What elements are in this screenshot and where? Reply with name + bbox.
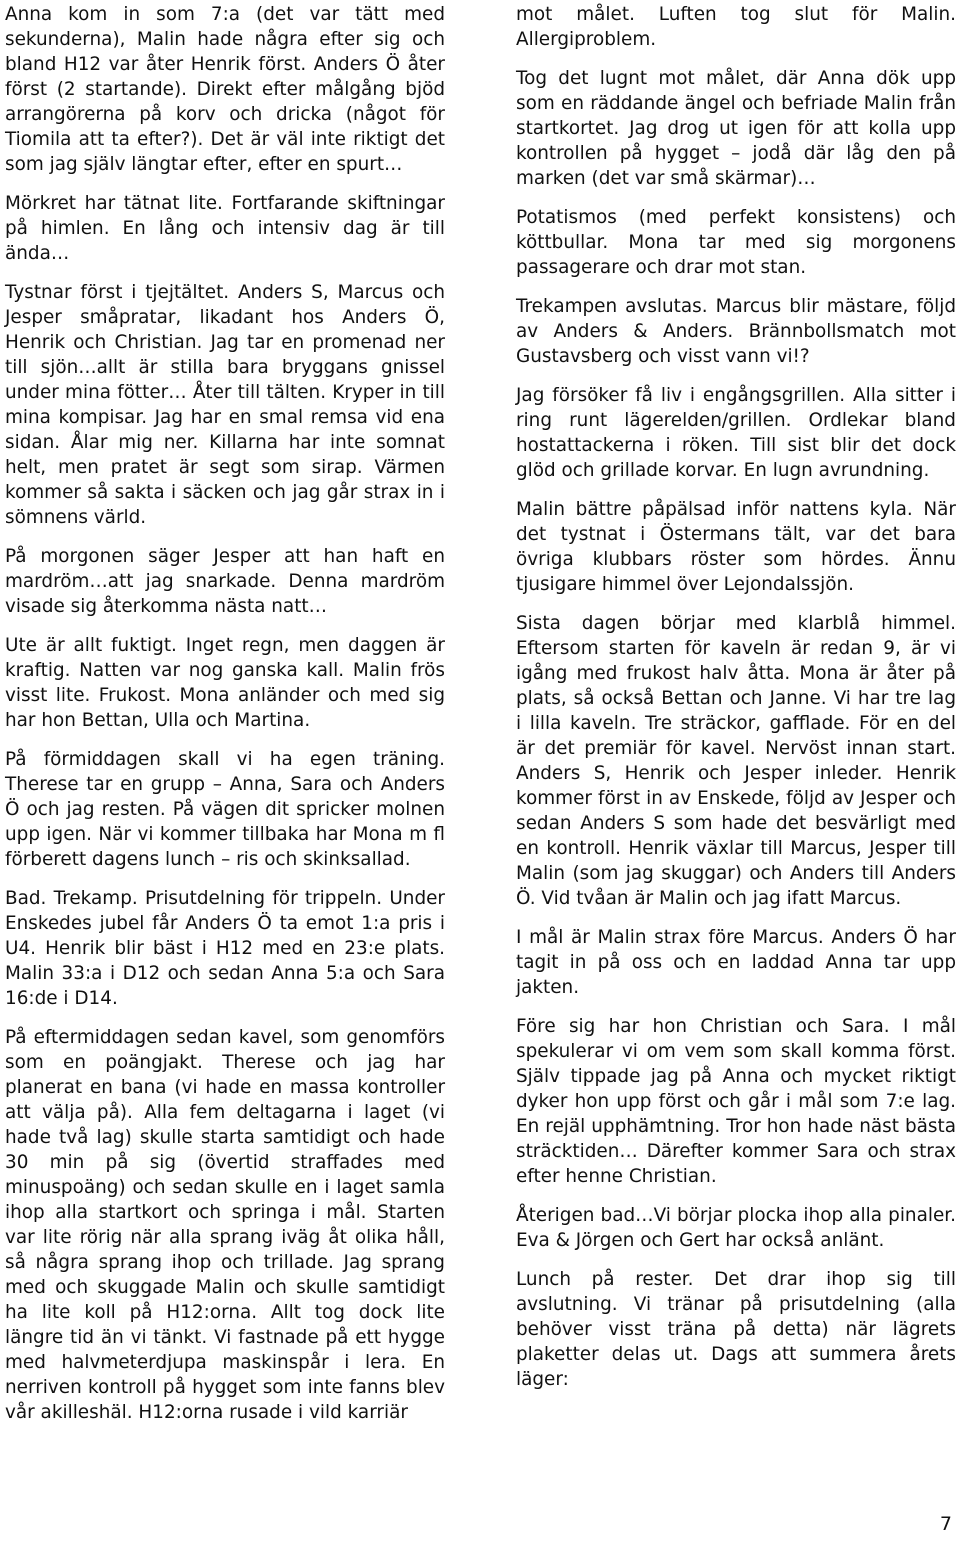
paragraph: Återigen bad…Vi börjar plocka ihop alla pinaler. Eva & Jörgen och Gert har också anlänt.: [516, 1205, 956, 1251]
paragraph: Tystnar först i tjejtältet. Anders S, Marcus och Jesper småpratar, likadant hos Anders Ö, Henrik och Christian. Jag tar en promenad ner till sjön…allt är stilla bara bryggans gnissel under mina fötter… Åter till tälten. Kryper in till mina kompisar. Jag har en smal remsa vid ena sidan. Ålar mig ner. Killarna har inte somnat helt, men pratet är segt som sirap. Värmen kommer så sakta i säcken och jag går strax in i sömnens värld.: [5, 282, 445, 528]
paragraph: Trekampen avslutas. Marcus blir mästare, följd av Anders & Anders. Brännbollsmatch mot Gustavsberg och visst vann vi!?: [516, 296, 956, 367]
paragraph: I mål är Malin strax före Marcus. Anders Ö har tagit in på oss och en laddad Anna tar upp jakten.: [516, 927, 956, 998]
paragraph: Jag försöker få liv i engångsgrillen. Alla sitter i ring runt lägerelden/grillen. Ordlekar bland hostattackerna i röken. Till sist blir det dock glöd och grillade korvar. En lugn avrundning.: [516, 385, 956, 481]
paragraph: Före sig har hon Christian och Sara. I mål spekulerar vi om vem som skall komma först. Själv tippade jag på Anna och mycket riktigt dyker hon upp först och går i mål som 7:e lag. En rejäl upphämtning. Tror hon hade näst bästa sträcktiden… Därefter kommer Sara och strax efter henne Christian.: [516, 1016, 956, 1187]
paragraph: Potatismos (med perfekt konsistens) och köttbullar. Mona tar med sig morgonens passagerare och drar mot stan.: [516, 207, 956, 278]
paragraph: På morgonen säger Jesper att han haft en mardröm…att jag snarkade. Denna mardröm visade sig återkomma nästa natt…: [5, 546, 445, 617]
paragraph: Anna kom in som 7:a (det var tätt med sekunderna), Malin hade några efter sig och bland H12 var åter Henrik först. Anders Ö åter först (2 startande). Direkt efter målgång bjöd arrangörerna på korv och dricka (något för Tiomila att ta efter?). Det är väl inte riktigt det som jag själv längtar efter, efter en spurt…: [5, 4, 445, 175]
paragraph: Lunch på rester. Det drar ihop sig till avslutning. Vi tränar på prisutdelning (alla behöver visst träna på detta) när lägrets plaketter delas ut. Dags att summera årets läger:: [516, 1269, 956, 1390]
paragraph: Tog det lugnt mot målet, där Anna dök upp som en räddande ängel och befriade Malin från startkortet. Jag drog ut igen för att kolla upp kontrollen på hygget – jodå där låg den på marken (det var små skärmar)…: [516, 68, 956, 189]
page-number: 7: [939, 1513, 952, 1535]
paragraph: På förmiddagen skall vi ha egen träning. Therese tar en grupp – Anna, Sara och Anders Ö och jag resten. På vägen dit spricker molnen upp igen. När vi kommer tillbaka har Mona m fl förberett dagens lunch – ris och skinksallad.: [5, 749, 445, 870]
paragraph: mot målet. Luften tog slut för Malin. Allergiproblem.: [516, 4, 956, 50]
paragraph: Bad. Trekamp. Prisutdelning för trippeln. Under Enskedes jubel får Anders Ö ta emot 1:a pris i U4. Henrik blir bäst i H12 med en 23:e plats. Malin 33:a i D12 och sedan Anna 5:a och Sara 16:de i D14.: [5, 888, 445, 1009]
paragraph: Ute är allt fuktigt. Inget regn, men daggen är kraftig. Natten var nog ganska kall. Malin frös visst lite. Frukost. Mona anländer och med sig har hon Bettan, Ulla och Martina.: [5, 635, 445, 731]
right-column: [516, 2, 956, 1406]
paragraph: Malin bättre påpälsad inför nattens kyla. När det tystnat i Östermans tält, var det bara övriga klubbars röster som hördes. Ännu tjusigare himmel över Lejondalssjön.: [516, 499, 956, 595]
left-column: [5, 2, 445, 1439]
paragraph: Sista dagen börjar med klarblå himmel. Eftersom starten för kaveln är redan 9, är vi igång med frukost halv åtta. Mona är åter på plats, så också Bettan och Janne. Vi har tre lag i lilla kaveln. Tre sträckor, gafflade. För en del är det premiär för kavel. Nervöst innan start. Anders S, Henrik och Jesper inleder. Henrik kommer först in av Enskede, följd av Jesper och sedan Anders S som hade det besvärligt med en kontroll. Henrik växlar till Marcus, Jesper till Malin (som jag skuggar) och Anders till Anders Ö. Vid tvåan är Malin och jag ifatt Marcus.: [516, 613, 956, 909]
paragraph: På eftermiddagen sedan kavel, som genomförs som en poängjakt. Therese och jag har planerat en bana (vi hade en massa kontroller att välja på). Alla fem deltagarna i laget (vi hade två lag) skulle starta samtidigt och hade 30 min på sig (övertid straffades med minuspoäng) och sedan skulle en i laget samla ihop alla startkort och springa i mål. Starten var lite rörig när alla sprang iväg åt olika håll, så några sprang ihop och trillade. Jag sprang med och skuggade Malin och skulle samtidigt ha lite koll på H12:orna. Allt tog dock lite längre tid än vi tänkt. Vi fastnade på ett hygge med halvmeterdjupa maskinspår i lera. En nerriven kontroll på hygget som inte fanns blev vår akilleshäl. H12:orna rusade i vild karriär: [5, 1027, 445, 1423]
paragraph: Mörkret har tätnat lite. Fortfarande skiftningar på himlen. En lång och intensiv dag är till ända…: [5, 193, 445, 264]
